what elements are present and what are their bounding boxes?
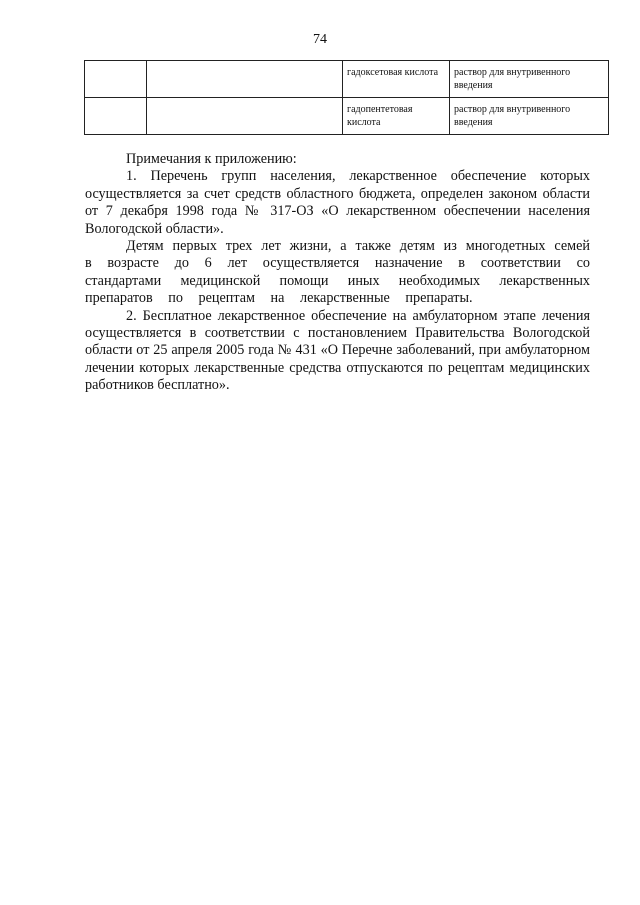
table-cell-group bbox=[147, 98, 343, 135]
note-paragraph: Детям первых трех лет жизни, а также детям из многодетных семей bbox=[126, 238, 590, 255]
table-cell-dosage-form: раствор для внутривенного введения bbox=[450, 98, 609, 135]
drug-table bbox=[84, 60, 609, 135]
table-cell-code bbox=[85, 61, 147, 98]
table-row bbox=[85, 98, 609, 135]
table-cell-group bbox=[147, 61, 343, 98]
page-number: 74 bbox=[313, 32, 327, 47]
table-cell-code bbox=[85, 98, 147, 135]
table-cell-drug-name: гадоксетовая кислота bbox=[343, 61, 450, 98]
table-cell-drug-name: гадопентетовая кислота bbox=[343, 98, 450, 135]
notes-heading: Примечания к приложению: bbox=[126, 151, 297, 167]
note-paragraph: 1. Перечень групп населения, лекарственное обеспечение которых осуществляется за счет средств областного бюджета, определен законом области от 7 декабря 1998 года № 317-ОЗ «О лекарственном обеспечении населения Вологодской области». bbox=[85, 168, 590, 237]
appendix-notes bbox=[85, 151, 590, 395]
note-paragraph: 2. Бесплатное лекарственное обеспечение на амбулаторном этапе лечения осуществляется в соответствии с постановлением Правительства Вологодской области от 25 апреля 2005 года № 431 «О Перечне заболеваний, при амбулаторном лечении которых лекарственные средства отпускаются по рецептам медицинских работников бесплатно». bbox=[85, 307, 590, 394]
table-row bbox=[85, 61, 609, 98]
note-paragraph: в возрасте до 6 лет осуществляется назначение в соответствии со стандартами медицинской помощи иных необходимых лекарственных препаратов по рецептам на лекарственные препараты. bbox=[85, 255, 590, 307]
table-cell-dosage-form: раствор для внутривенного введения bbox=[450, 61, 609, 98]
